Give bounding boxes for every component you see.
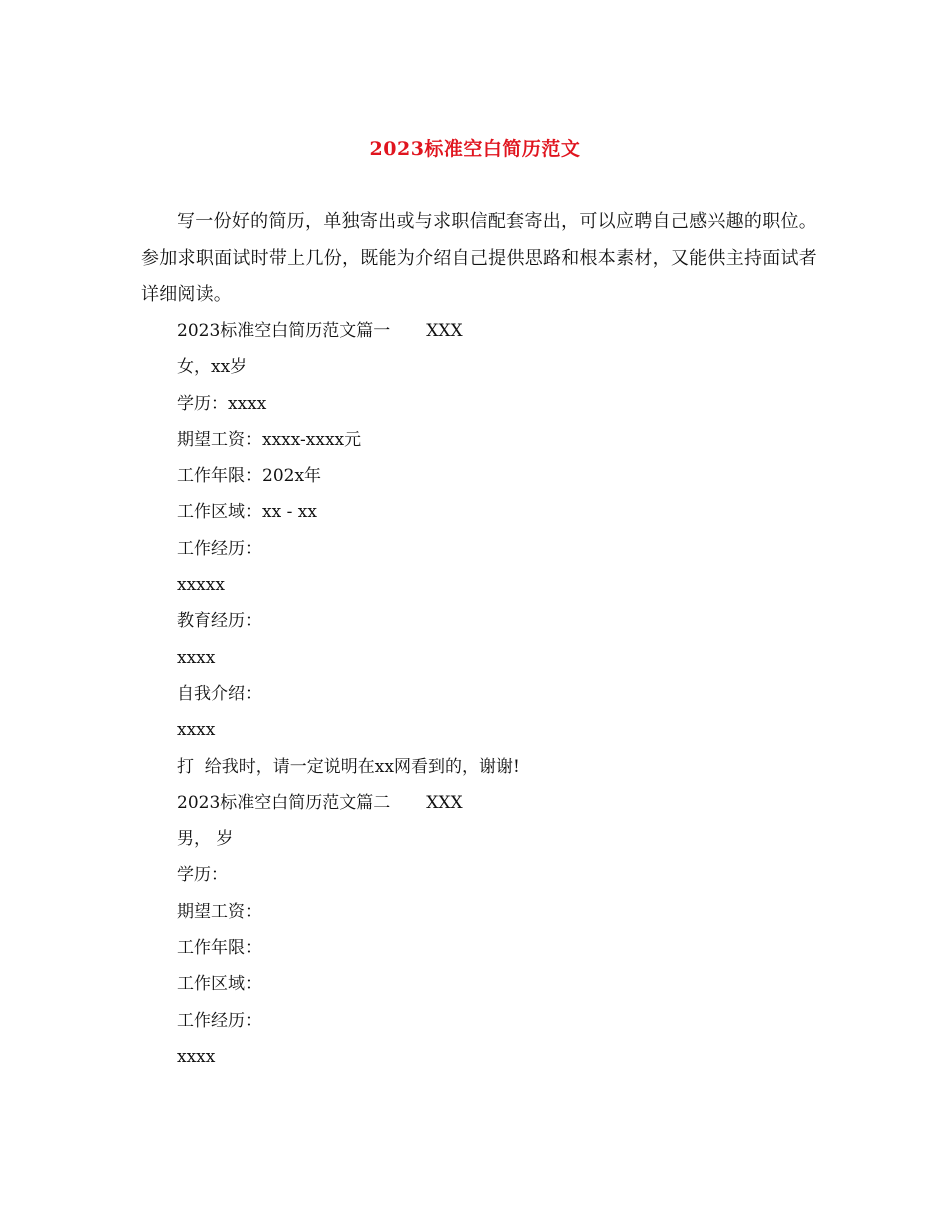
heading-name: XXX bbox=[426, 792, 463, 813]
resume-line: xxxx bbox=[177, 647, 216, 668]
resume-line: 工作区域： bbox=[177, 974, 262, 995]
heading-text: 2023标准空白简历范文篇二 bbox=[177, 792, 391, 813]
resume-line: 工作年限： bbox=[177, 938, 262, 959]
resume-heading-1 bbox=[177, 313, 817, 349]
resume-line: xxxx bbox=[177, 720, 216, 741]
resume-line: 期望工资： bbox=[177, 901, 262, 922]
resume-line: 学历：xxxx bbox=[177, 393, 267, 414]
intro-paragraph: 写一份好的简历，单独寄出或与求职信配套寄出，可以应聘自己感兴趣的职位。参加求职面试时带上几份，既能为介绍自己提供思路和根本素材，又能供主持面试者详细阅读。 bbox=[141, 211, 817, 305]
heading-name: XXX bbox=[426, 321, 463, 341]
resume-line: 期望工资：xxxx-xxxx元 bbox=[177, 429, 362, 450]
resume-line: 教育经历： bbox=[177, 611, 262, 632]
resume-line: 工作经历： bbox=[177, 538, 262, 559]
resume-lines bbox=[177, 313, 817, 1075]
resume-line: 工作经历： bbox=[177, 1010, 262, 1031]
resume-line: xxxxx bbox=[177, 575, 225, 596]
resume-line: 自我介绍： bbox=[177, 683, 262, 704]
resume-line: 工作年限：202x年 bbox=[177, 466, 322, 487]
resume-line: 工作区域：xx - xx bbox=[177, 502, 317, 523]
resume-line: 男， 岁 bbox=[177, 829, 234, 850]
resume-line: 打 给我时，请一定说明在xx网看到的，谢谢! bbox=[177, 756, 520, 777]
resume-heading-2 bbox=[177, 785, 817, 821]
resume-line: xxxx bbox=[177, 1046, 216, 1067]
heading-text: 2023标准空白简历范文篇一 bbox=[177, 321, 391, 341]
resume-line: 学历： bbox=[177, 865, 228, 886]
document-title: 2023标准空白简历范文 bbox=[369, 138, 581, 160]
resume-line: 女，xx岁 bbox=[177, 357, 248, 378]
